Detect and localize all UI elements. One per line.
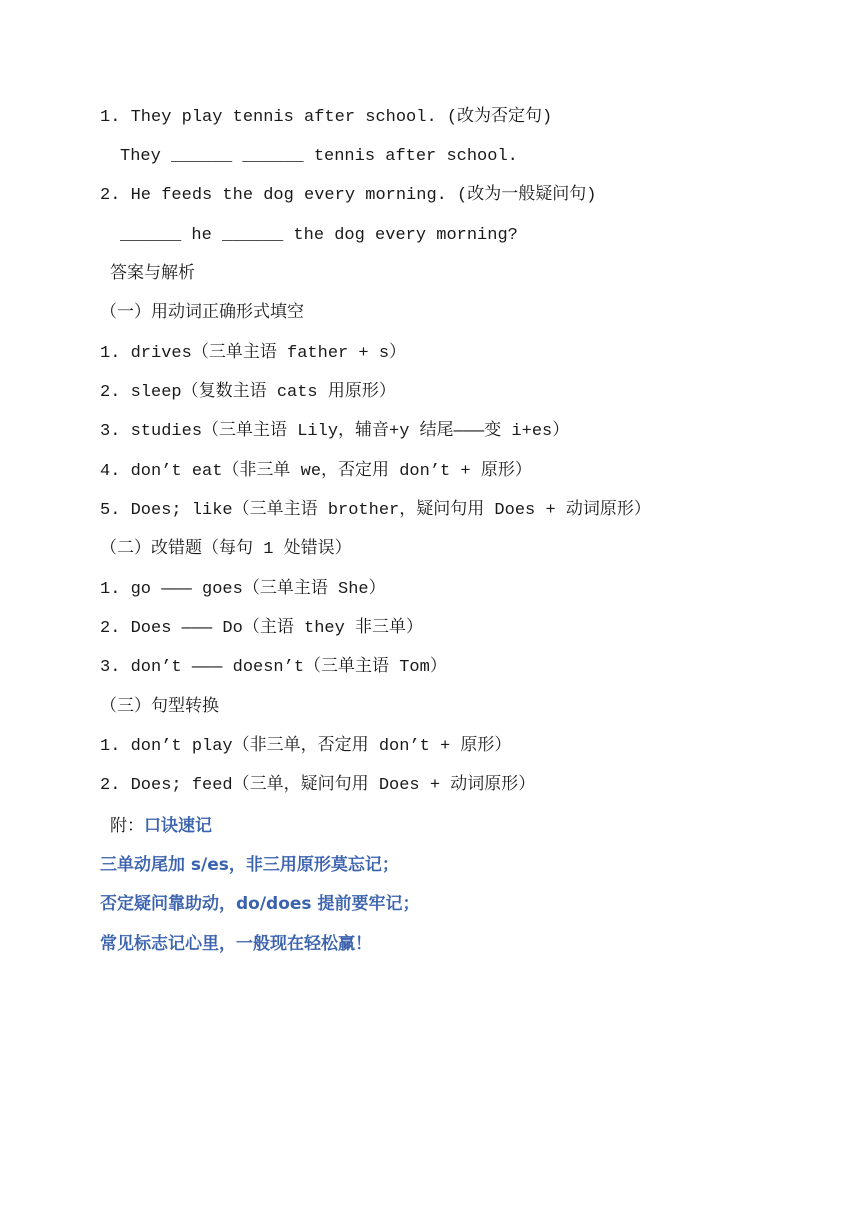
section1-item: 1. drives（三单主语 father + s） xyxy=(100,344,407,363)
section1-item: 3. studies（三单主语 Lily，辅音+y 结尾———变 i+es） xyxy=(100,422,570,441)
section1-item: 5. Does; like（三单主语 brother，疑问句用 Does + 动词原形） xyxy=(100,501,651,520)
section2-title: （二）改错题（每句 1 处错误） xyxy=(100,540,352,559)
appendix-title: 口诀速记 xyxy=(144,816,212,836)
section3-item: 1. don’t play（非三单，否定用 don’t + 原形） xyxy=(100,737,512,756)
section1-item: 2. sleep（复数主语 cats 用原形） xyxy=(100,383,396,402)
mnemonic-line: 常见标志记心里，一般现在轻松赢！ xyxy=(100,934,372,954)
exercise-answer-blank-1: They ______ ______ tennis after school. xyxy=(120,147,518,166)
appendix-label: 附： xyxy=(110,818,144,837)
exercise-answer-blank-2: ______ he ______ the dog every morning? xyxy=(120,226,518,245)
answers-heading: 答案与解析 xyxy=(110,265,195,284)
section2-item: 1. go ——— goes（三单主语 She） xyxy=(100,580,386,599)
section3-item: 2. Does; feed（三单，疑问句用 Does + 动词原形） xyxy=(100,776,536,795)
section1-item: 4. don’t eat（非三单 we，否定用 don’t + 原形） xyxy=(100,462,532,481)
exercise-question-1: 1. They play tennis after school. (改为否定句) xyxy=(100,108,553,127)
section2-item: 2. Does ——— Do（主语 they 非三单） xyxy=(100,619,424,638)
section3-title: （三）句型转换 xyxy=(100,698,219,717)
section2-item: 3. don’t ——— doesn’t（三单主语 Tom） xyxy=(100,658,447,677)
mnemonic-line: 否定疑问靠助动，do/does 提前要牢记； xyxy=(100,894,420,914)
appendix-heading xyxy=(110,814,212,840)
section1-title: （一）用动词正确形式填空 xyxy=(100,304,304,323)
mnemonic-line: 三单动尾加 s/es，非三用原形莫忘记； xyxy=(100,855,399,875)
exercise-question-2: 2. He feeds the dog every morning. (改为一般疑问句) xyxy=(100,186,597,205)
